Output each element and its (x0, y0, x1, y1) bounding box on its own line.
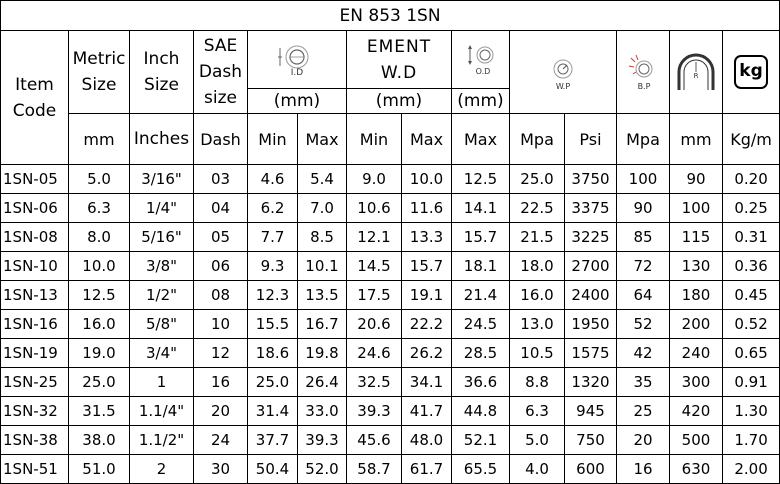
header-id-min: Min (248, 114, 298, 165)
cell-bend-radius: 90 (670, 165, 723, 194)
cell-dash-size: 16 (194, 368, 248, 397)
header-od-max: Max (452, 114, 510, 165)
cell-wd-min: 20.6 (347, 310, 402, 339)
cell-id-max: 13.5 (298, 281, 347, 310)
cell-dash-size: 30 (194, 455, 248, 484)
table-row (1, 397, 780, 426)
cell-id-min: 4.6 (248, 165, 298, 194)
weight-kg-icon: kg (734, 55, 768, 89)
cell-dash-size: 20 (194, 397, 248, 426)
cell-wp-psi: 1950 (565, 310, 617, 339)
cell-wd-max: 26.2 (402, 339, 452, 368)
cell-metric-size: 8.0 (69, 223, 130, 252)
cell-inch-size: 1 (130, 368, 194, 397)
cell-bend-radius: 100 (670, 194, 723, 223)
header-inch-size: Inch Size (130, 31, 194, 114)
cell-id-max: 8.5 (298, 223, 347, 252)
table-row (1, 310, 780, 339)
cell-item-code: 1SN-10 (1, 252, 69, 281)
cell-metric-size: 38.0 (69, 426, 130, 455)
cell-wp-mpa: 8.8 (510, 368, 565, 397)
cell-weight: 1.70 (723, 426, 780, 455)
cell-wd-max: 15.7 (402, 252, 452, 281)
cell-wd-min: 45.6 (347, 426, 402, 455)
cell-id-min: 6.2 (248, 194, 298, 223)
cell-weight: 0.31 (723, 223, 780, 252)
cell-id-min: 7.7 (248, 223, 298, 252)
header-wd-unit: (mm) (347, 89, 452, 114)
cell-id-min: 18.6 (248, 339, 298, 368)
cell-inch-size: 5/16" (130, 223, 194, 252)
header-id-icon-cell (248, 31, 347, 89)
cell-wd-max: 10.0 (402, 165, 452, 194)
cell-item-code: 1SN-13 (1, 281, 69, 310)
cell-metric-size: 6.3 (69, 194, 130, 223)
cell-dash-size: 10 (194, 310, 248, 339)
header-weight-icon-cell (723, 31, 780, 114)
cell-id-max: 10.1 (298, 252, 347, 281)
cell-wp-mpa: 4.0 (510, 455, 565, 484)
cell-item-code: 1SN-51 (1, 455, 69, 484)
header-bp-mpa: Mpa (617, 114, 670, 165)
cell-wd-min: 58.7 (347, 455, 402, 484)
cell-id-min: 50.4 (248, 455, 298, 484)
table-row (1, 165, 780, 194)
cell-wp-mpa: 22.5 (510, 194, 565, 223)
header-inch-unit: Inches (130, 114, 194, 165)
cell-wp-psi: 2700 (565, 252, 617, 281)
cell-bp-mpa: 90 (617, 194, 670, 223)
cell-od-max: 24.5 (452, 310, 510, 339)
cell-bp-mpa: 35 (617, 368, 670, 397)
header-metric-unit: mm (69, 114, 130, 165)
header-bend-mm: mm (670, 114, 723, 165)
header-dash-unit: Dash (194, 114, 248, 165)
bend-radius-icon (673, 50, 719, 94)
cell-metric-size: 10.0 (69, 252, 130, 281)
cell-bend-radius: 115 (670, 223, 723, 252)
bp-icon-label: B.P (637, 82, 651, 91)
cell-wp-psi: 1320 (565, 368, 617, 397)
header-wd-max: Max (402, 114, 452, 165)
cell-wp-psi: 600 (565, 455, 617, 484)
cell-wd-min: 14.5 (347, 252, 402, 281)
cell-id-max: 16.7 (298, 310, 347, 339)
cell-wp-mpa: 10.5 (510, 339, 565, 368)
header-bp-icon-cell (617, 31, 670, 114)
cell-item-code: 1SN-16 (1, 310, 69, 339)
cell-inch-size: 3/8" (130, 252, 194, 281)
table-row (1, 455, 780, 484)
table-row (1, 339, 780, 368)
cell-od-max: 15.7 (452, 223, 510, 252)
cell-dash-size: 05 (194, 223, 248, 252)
cell-od-max: 12.5 (452, 165, 510, 194)
cell-dash-size: 06 (194, 252, 248, 281)
cell-id-min: 12.3 (248, 281, 298, 310)
cell-item-code: 1SN-08 (1, 223, 69, 252)
cell-bp-mpa: 52 (617, 310, 670, 339)
cell-bp-mpa: 85 (617, 223, 670, 252)
cell-metric-size: 25.0 (69, 368, 130, 397)
cell-od-max: 52.1 (452, 426, 510, 455)
cell-id-max: 33.0 (298, 397, 347, 426)
header-item-code: Item Code (1, 31, 69, 165)
header-wd-min: Min (347, 114, 402, 165)
cell-weight: 2.00 (723, 455, 780, 484)
od-icon-label: O.D (475, 66, 490, 76)
table-row (1, 281, 780, 310)
header-bend-radius-icon-cell (670, 31, 723, 114)
cell-inch-size: 1/2" (130, 281, 194, 310)
cell-inch-size: 2 (130, 455, 194, 484)
cell-wd-max: 48.0 (402, 426, 452, 455)
cell-wp-psi: 3750 (565, 165, 617, 194)
cell-bp-mpa: 64 (617, 281, 670, 310)
cell-od-max: 28.5 (452, 339, 510, 368)
cell-wp-mpa: 5.0 (510, 426, 565, 455)
cell-bp-mpa: 16 (617, 455, 670, 484)
cell-wp-mpa: 6.3 (510, 397, 565, 426)
cell-wp-mpa: 21.5 (510, 223, 565, 252)
header-id-max: Max (298, 114, 347, 165)
cell-id-max: 5.4 (298, 165, 347, 194)
cell-bp-mpa: 25 (617, 397, 670, 426)
cell-od-max: 36.6 (452, 368, 510, 397)
table-row (1, 252, 780, 281)
cell-bend-radius: 420 (670, 397, 723, 426)
cell-weight: 0.36 (723, 252, 780, 281)
header-od-icon-cell (452, 31, 510, 89)
cell-item-code: 1SN-38 (1, 426, 69, 455)
cell-id-min: 15.5 (248, 310, 298, 339)
cell-bp-mpa: 42 (617, 339, 670, 368)
cell-inch-size: 3/16" (130, 165, 194, 194)
cell-wd-max: 11.6 (402, 194, 452, 223)
cell-wp-psi: 2400 (565, 281, 617, 310)
cell-metric-size: 19.0 (69, 339, 130, 368)
table-row (1, 223, 780, 252)
header-wp-mpa: Mpa (510, 114, 565, 165)
cell-bend-radius: 240 (670, 339, 723, 368)
inner-diameter-icon (266, 43, 328, 77)
cell-wd-min: 17.5 (347, 281, 402, 310)
header-od-unit: (mm) (452, 89, 510, 114)
cell-bend-radius: 180 (670, 281, 723, 310)
id-icon-label: I.D (290, 67, 304, 77)
cell-wd-min: 39.3 (347, 397, 402, 426)
cell-metric-size: 16.0 (69, 310, 130, 339)
cell-id-max: 19.8 (298, 339, 347, 368)
cell-wp-mpa: 13.0 (510, 310, 565, 339)
burst-pressure-icon (623, 52, 663, 92)
cell-wp-psi: 3225 (565, 223, 617, 252)
cell-item-code: 1SN-06 (1, 194, 69, 223)
cell-inch-size: 1/4" (130, 194, 194, 223)
cell-wp-psi: 945 (565, 397, 617, 426)
cell-wp-psi: 3375 (565, 194, 617, 223)
spec-rows (1, 165, 780, 484)
header-id-unit: (mm) (248, 89, 347, 114)
cell-id-min: 25.0 (248, 368, 298, 397)
cell-id-min: 9.3 (248, 252, 298, 281)
header-weight-unit: Kg/m (723, 114, 780, 165)
cell-weight: 0.52 (723, 310, 780, 339)
cell-inch-size: 1.1/4" (130, 397, 194, 426)
cell-od-max: 65.5 (452, 455, 510, 484)
cell-wd-min: 9.0 (347, 165, 402, 194)
cell-wd-min: 32.5 (347, 368, 402, 397)
cell-bend-radius: 200 (670, 310, 723, 339)
cell-wp-psi: 750 (565, 426, 617, 455)
cell-wd-max: 22.2 (402, 310, 452, 339)
cell-item-code: 1SN-05 (1, 165, 69, 194)
cell-dash-size: 12 (194, 339, 248, 368)
cell-bend-radius: 300 (670, 368, 723, 397)
cell-bend-radius: 630 (670, 455, 723, 484)
cell-dash-size: 03 (194, 165, 248, 194)
cell-wd-min: 10.6 (347, 194, 402, 223)
cell-metric-size: 51.0 (69, 455, 130, 484)
cell-inch-size: 3/4" (130, 339, 194, 368)
cell-wd-max: 19.1 (402, 281, 452, 310)
cell-id-min: 31.4 (248, 397, 298, 426)
cell-od-max: 14.1 (452, 194, 510, 223)
cell-inch-size: 1.1/2" (130, 426, 194, 455)
cell-wp-mpa: 18.0 (510, 252, 565, 281)
cell-wd-max: 61.7 (402, 455, 452, 484)
table-row (1, 194, 780, 223)
cell-id-max: 26.4 (298, 368, 347, 397)
cell-metric-size: 31.5 (69, 397, 130, 426)
cell-wd-max: 41.7 (402, 397, 452, 426)
table-row (1, 368, 780, 397)
cell-od-max: 18.1 (452, 252, 510, 281)
cell-bend-radius: 500 (670, 426, 723, 455)
header-wp-psi: Psi (565, 114, 617, 165)
table-title: EN 853 1SN (1, 1, 780, 31)
cell-bend-radius: 130 (670, 252, 723, 281)
cell-od-max: 44.8 (452, 397, 510, 426)
cell-dash-size: 04 (194, 194, 248, 223)
cell-wp-mpa: 25.0 (510, 165, 565, 194)
cell-metric-size: 12.5 (69, 281, 130, 310)
wd-label: EMENT W.D (366, 36, 432, 83)
wp-icon-label: W.P (555, 82, 571, 91)
cell-item-code: 1SN-25 (1, 368, 69, 397)
cell-weight: 0.45 (723, 281, 780, 310)
cell-id-max: 39.3 (298, 426, 347, 455)
cell-wd-max: 34.1 (402, 368, 452, 397)
cell-weight: 0.25 (723, 194, 780, 223)
cell-weight: 0.20 (723, 165, 780, 194)
cell-bp-mpa: 20 (617, 426, 670, 455)
cell-id-min: 37.7 (248, 426, 298, 455)
cell-bp-mpa: 100 (617, 165, 670, 194)
cell-item-code: 1SN-32 (1, 397, 69, 426)
cell-wd-min: 12.1 (347, 223, 402, 252)
outer-diameter-icon (461, 43, 501, 77)
cell-weight: 0.65 (723, 339, 780, 368)
cell-id-max: 52.0 (298, 455, 347, 484)
cell-inch-size: 5/8" (130, 310, 194, 339)
header-metric-size: Metric Size (69, 31, 130, 114)
header-sae-dash-size: SAE Dash size (194, 31, 248, 114)
cell-weight: 0.91 (723, 368, 780, 397)
cell-wd-max: 13.3 (402, 223, 452, 252)
header-wp-icon-cell (510, 31, 617, 114)
cell-dash-size: 24 (194, 426, 248, 455)
cell-weight: 1.30 (723, 397, 780, 426)
cell-item-code: 1SN-19 (1, 339, 69, 368)
cell-bp-mpa: 72 (617, 252, 670, 281)
cell-od-max: 21.4 (452, 281, 510, 310)
cell-wd-min: 24.6 (347, 339, 402, 368)
table-row (1, 426, 780, 455)
working-pressure-icon (543, 52, 583, 92)
cell-dash-size: 08 (194, 281, 248, 310)
header-wd-cell (347, 31, 452, 89)
cell-wp-psi: 1575 (565, 339, 617, 368)
cell-id-max: 7.0 (298, 194, 347, 223)
bend-icon-label: R (693, 72, 699, 80)
cell-metric-size: 5.0 (69, 165, 130, 194)
cell-wp-mpa: 16.0 (510, 281, 565, 310)
